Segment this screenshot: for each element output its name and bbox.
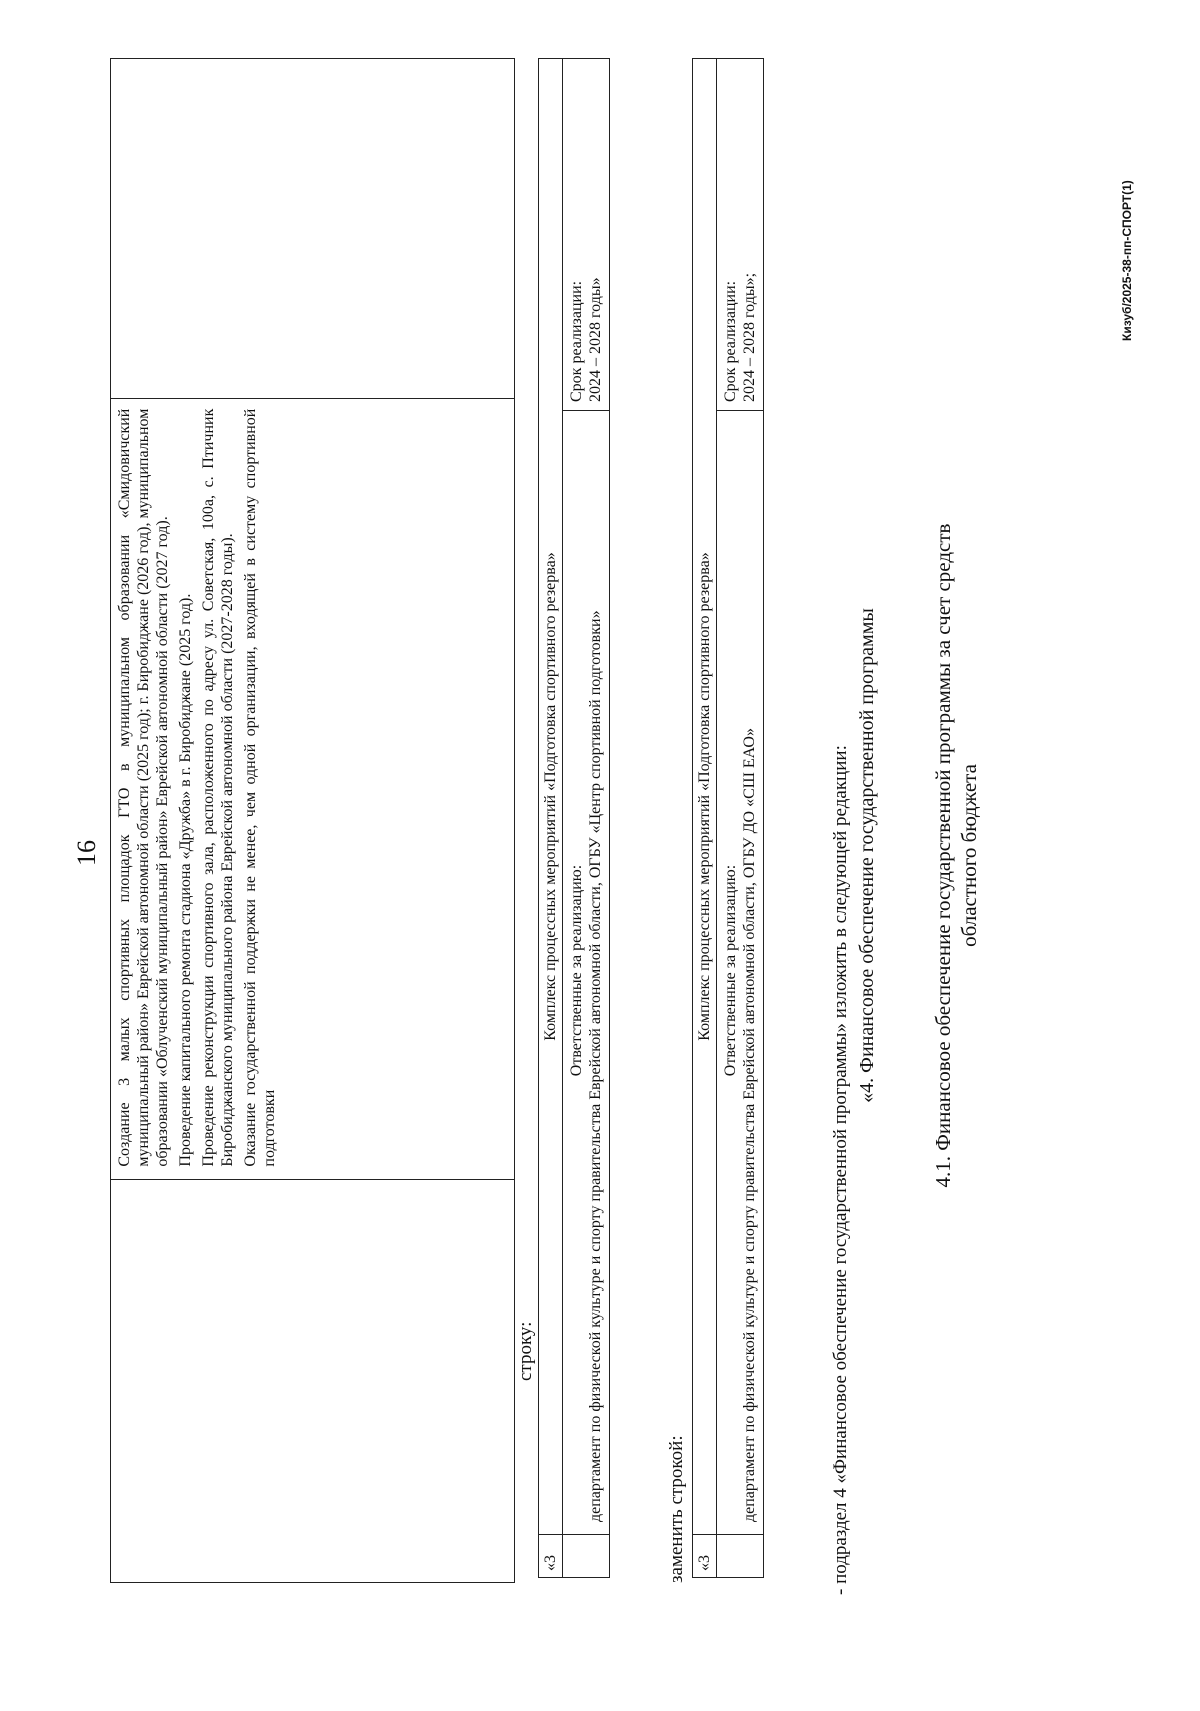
new-row-table <box>692 58 764 1578</box>
complex-heading: Комплекс процессных мероприятий «Подготовка спортивного резерва» <box>693 59 717 1535</box>
label-string: строку: <box>515 1321 536 1381</box>
section-title: «4. Финансовое обеспечение государственной программы <box>856 608 878 1103</box>
result-paragraph: Проведение реконструкции спортивного зала, расположенного по адресу ул. Советская, 100а, с. Птичник Биробиджанского муниципального района Еврейской автономной области (2027-2028 годы). <box>200 408 236 1167</box>
responsible-text: департамент по физической культуре и спорту правительства Еврейской автономной области, ОГБУ «Центр спортивной подготовки» <box>587 610 604 1522</box>
subsection-title-line: 4.1. Финансовое обеспечение государственной программы за счет средств <box>931 523 955 1188</box>
term-cell <box>563 59 610 411</box>
row-number: «3 <box>539 1535 563 1578</box>
responsible-cell <box>717 411 764 1535</box>
complex-heading: Комплекс процессных мероприятий «Подготовка спортивного резерва» <box>539 59 563 1535</box>
subsection-title-line: областного бюджета <box>957 764 981 947</box>
instruction-text: - подраздел 4 «Финансовое обеспечение государственной программы» изложить в следующей редакции: <box>830 745 851 1595</box>
responsible-title: Ответственные за реализацию: <box>722 864 739 1077</box>
responsible-cell <box>563 411 610 1535</box>
empty-number-cell <box>717 1535 764 1578</box>
page-number: 16 <box>72 840 101 866</box>
empty-left-cell <box>111 1179 515 1582</box>
responsible-title: Ответственные за реализацию: <box>568 864 585 1077</box>
term-title: Срок реализации: <box>568 280 585 402</box>
term-text: 2024 – 2028 годы» <box>587 277 604 402</box>
empty-number-cell <box>563 1535 610 1578</box>
result-paragraph: Оказание государственной поддержки не менее, чем одной организации, входящей в систему спортивной подготовки <box>242 408 278 1167</box>
subsection-title <box>930 0 982 1711</box>
responsible-text: департамент по физической культуре и спорту правительства Еврейской автономной области, ОГБУ ДО «СШ ЕАО» <box>741 728 758 1522</box>
term-text: 2024 – 2028 годы»; <box>741 272 758 402</box>
term-title: Срок реализации: <box>722 280 739 402</box>
passport-table-fragment <box>110 58 515 1583</box>
document-code: Кизуб/2025-38-пп-СПОРТ(1) <box>1120 180 1134 341</box>
label-replace: заменить строкой: <box>666 1435 687 1583</box>
result-paragraph: Создание 3 малых спортивных площадок ГТО в муниципальном образовании «Смидовичский муниципальный район» Еврейской автономной области (2025 год); г. Биробиджане (2026 год), муниципальном образовании «Облученский муниципальный район» Еврейской автономной области (2027 год). <box>116 408 171 1167</box>
result-paragraph: Проведение капитального ремонта стадиона «Дружба» в г. Биробиджане (2025 год). <box>177 593 194 1167</box>
row-number: «3 <box>693 1535 717 1578</box>
old-row-table <box>538 58 610 1578</box>
term-cell <box>717 59 764 411</box>
results-cell <box>111 398 515 1179</box>
empty-right-cell <box>111 59 515 399</box>
